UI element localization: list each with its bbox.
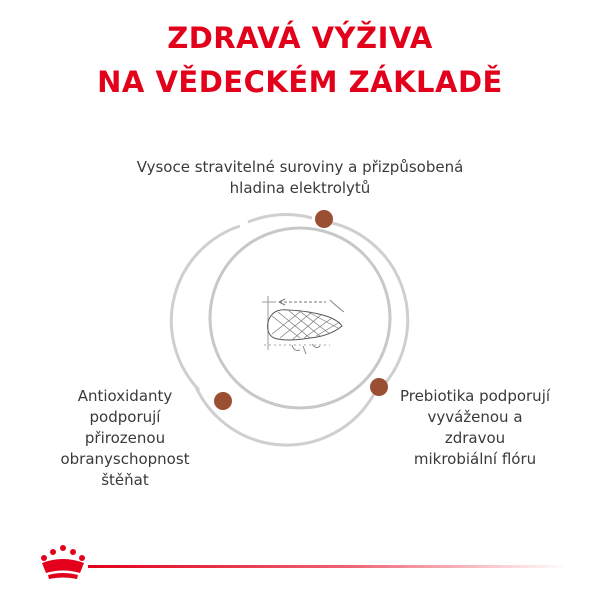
feature-prebiotics-line-2: vyváženou a: [427, 408, 523, 426]
title-line-1: ZDRAVÁ VÝŽIVA: [167, 21, 433, 55]
feature-prebiotics-line-1: Prebiotika podporují: [399, 387, 551, 405]
feature-antioxidants-line-4: obranyschopnost: [60, 450, 190, 468]
feature-antioxidants-line-3: přirozenou: [84, 429, 166, 447]
feature-digestibility-line-1: Vysoce stravitelné suroviny a přizpůsobená: [136, 158, 464, 176]
feature-prebiotics-line-3: zdravou: [444, 429, 506, 447]
royal-canin-crown-logo: [38, 543, 88, 583]
feature-digestibility-line-2: hladina elektrolytů: [229, 179, 371, 197]
feature-antioxidants-line-1: Antioxidanty: [77, 387, 173, 405]
feature-prebiotics-line-4: mikrobiální flóru: [413, 450, 537, 468]
feature-antioxidants-line-2: podporují: [89, 408, 161, 426]
title-line-2: NA VĚDECKÉM ZÁKLADĚ: [97, 65, 503, 99]
feature-antioxidants-line-5: štěňat: [101, 471, 149, 489]
footer-divider-line: [88, 565, 568, 568]
